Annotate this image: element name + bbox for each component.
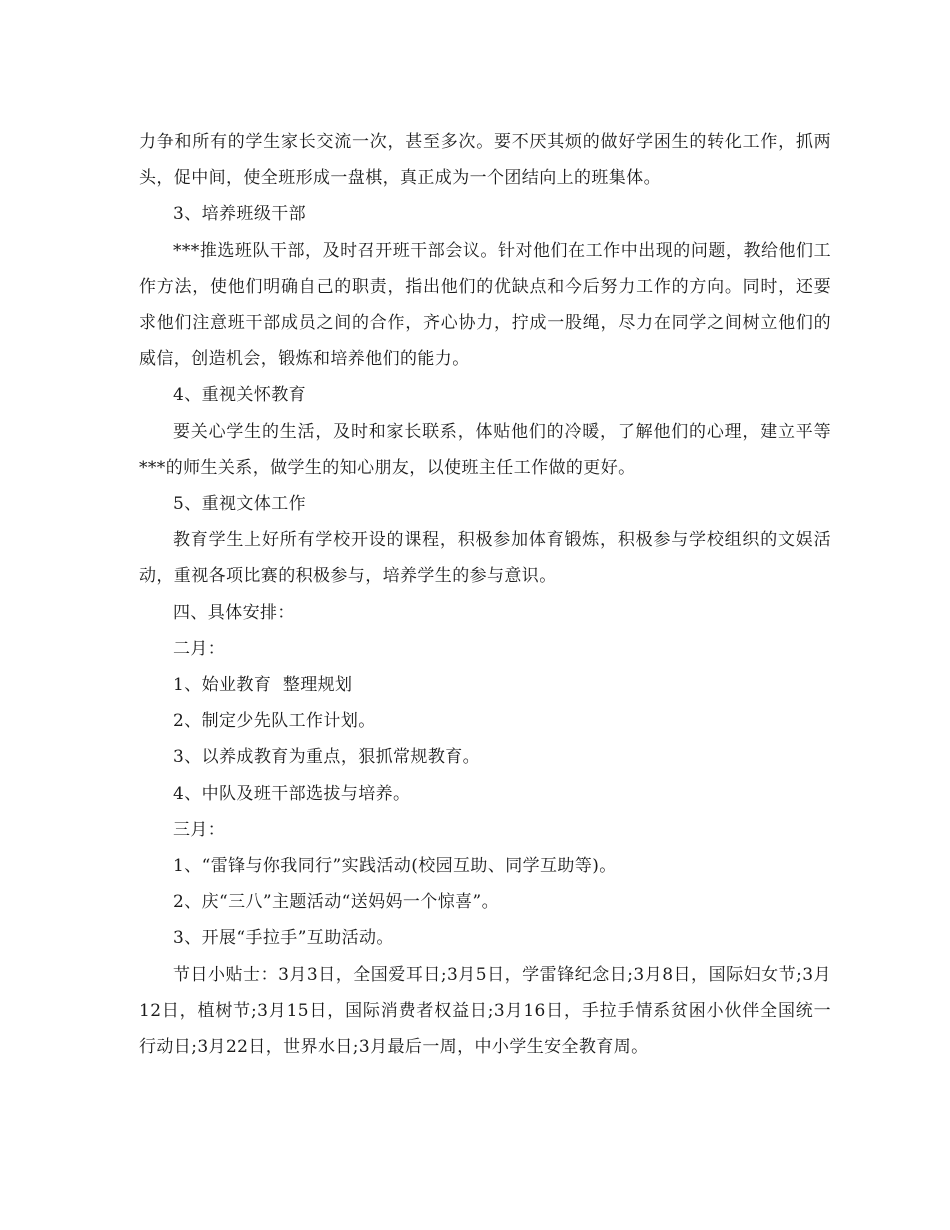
paragraph-sports-culture: 教育学生上好所有学校开设的课程，积极参加体育锻炼，积极参与学校组织的文娱活动，重视各项比赛的积极参与，培养学生的参与意识。 [139, 530, 831, 587]
list-item: 1、始业教育 整理规划 [173, 675, 353, 696]
paragraph-care-education: 要关心学生的生活，及时和家长联系，体贴他们的冷暖，了解他们的心理，建立平等***的师生关系，做学生的知心朋友，以使班主任工作做的更好。 [139, 421, 831, 478]
paragraph-class-cadres: ***推选班队干部，及时召开班干部会议。针对他们在工作中出现的问题，教给他们工作方法，使他们明确自己的职责，指出他们的优缺点和今后努力工作的方向。同时，还要求他们注意班干部成员之间的合作，齐心协力，拧成一股绳，尽力在同学之间树立他们的威信，创造机会，锻炼和培养他们的能力。 [139, 240, 831, 370]
heading-march: 三月： [173, 819, 226, 840]
list-item: 2、庆“三八”主题活动“送妈妈一个惊喜”。 [173, 892, 499, 913]
list-item: 3、开展“手拉手”互助活动。 [173, 928, 394, 949]
list-item: 2、制定少先队工作计划。 [173, 711, 376, 732]
heading-specific-arrangements: 四、具体安排： [173, 602, 295, 623]
heading-care-education: 4、重视关怀教育 [173, 385, 307, 406]
list-item: 1、“雷锋与你我同行”实践活动(校园互助、同学互助等)。 [173, 856, 617, 877]
heading-february: 二月： [173, 638, 226, 659]
paragraph-holiday-tips: 节日小贴士：3月3日，全国爱耳日;3月5日，学雷锋纪念日;3月8日，国际妇女节;3月12日，植树节;3月15日，国际消费者权益日;3月16日，手拉手情系贫困小伙伴全国统一行动日;3月22日，世界水日;3月最后一周，中小学生安全教育周。 [139, 964, 831, 1058]
paragraph-continuation: 力争和所有的学生家长交流一次，甚至多次。要不厌其烦的做好学困生的转化工作，抓两头，促中间，使全班形成一盘棋，真正成为一个团结向上的班集体。 [139, 132, 831, 189]
list-item: 3、以养成教育为重点，狠抓常规教育。 [173, 747, 481, 768]
list-item: 4、中队及班干部选拔与培养。 [173, 783, 411, 804]
document-body [139, 124, 831, 1065]
heading-train-class-cadres: 3、培养班级干部 [173, 204, 307, 225]
heading-sports-culture: 5、重视文体工作 [173, 494, 307, 515]
